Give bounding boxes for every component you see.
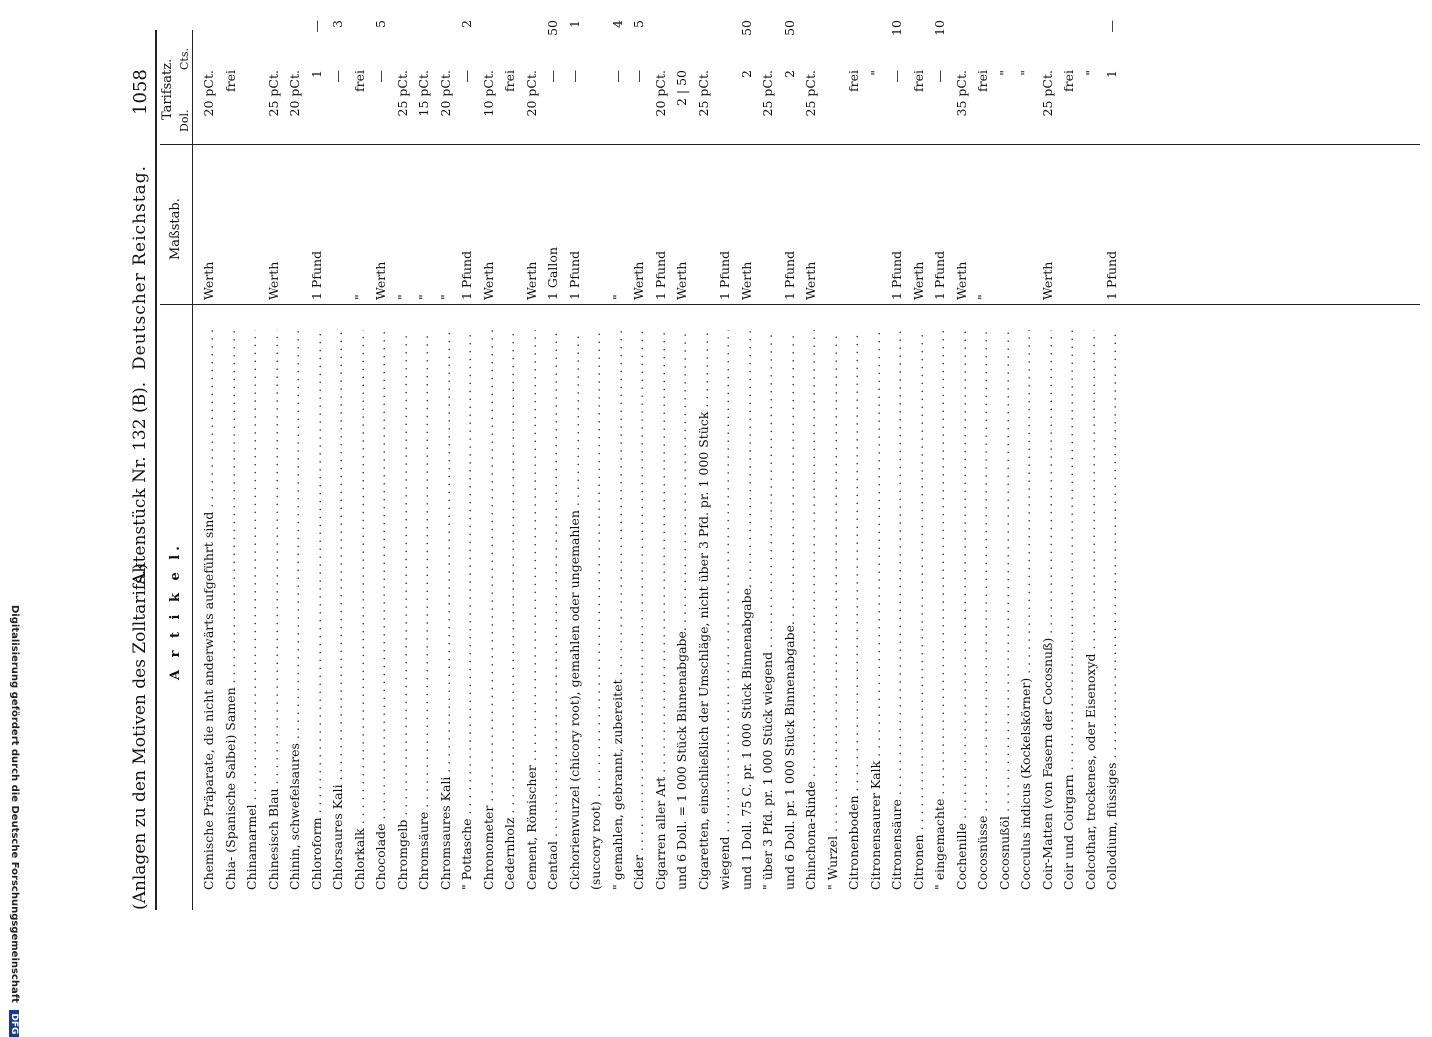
table-row (931, 10, 948, 890)
row-dol: frei (502, 70, 517, 92)
row-dol: 25 pCt. (695, 70, 711, 117)
row-artikel: Chocolade . . . (372, 330, 389, 890)
row-artikel: und 6 Doll. = 1 000 Stück Binnenabgabe. . . . (673, 330, 690, 890)
row-artikel: Chinchona-Rinde . . . (802, 330, 819, 890)
row-artikel: Cocculus indicus (Kockelskörner) . . . (1017, 330, 1034, 890)
row-artikel: Cichorienwurzel (chicory root), gemahlen oder ungemahlen . . . (566, 330, 583, 890)
row-artikel: Chinin, schwefelsaures . . . (286, 330, 303, 890)
row-masstab: Werth (201, 261, 216, 300)
table-row (652, 10, 669, 890)
row-dol: — (373, 70, 388, 83)
row-artikel: Citronensaurer Kalk . . . (867, 330, 884, 890)
row-dol: 25 pCt. (803, 70, 818, 117)
row-artikel: Centaol . . . (544, 330, 561, 890)
table-row (200, 10, 217, 890)
column-header-artikel: A r t i k e l. (168, 542, 183, 680)
row-masstab: 1 Pfund (308, 250, 324, 300)
row-dol: — (889, 70, 904, 83)
table-row (953, 10, 970, 890)
row-artikel: und 1 Doll. 75 C. pr. 1 000 Stück Binnenabgabe. . . . (738, 330, 755, 890)
table-row (673, 10, 690, 890)
table-row (996, 10, 1013, 890)
row-masstab: 1 Pfund (932, 250, 947, 300)
header-title: Deutscher Reichstag. (130, 165, 150, 370)
table-row (480, 10, 497, 890)
row-artikel: Colcothar, trockenes, oder Eisenoxyd . . . (1082, 330, 1099, 890)
row-dol: 25 pCt. (265, 70, 281, 117)
row-dol: — (330, 70, 345, 83)
row-masstab: 1 Pfund (652, 250, 668, 300)
row-dol: — (609, 70, 625, 83)
row-masstab: " (609, 294, 625, 300)
table-row (415, 10, 432, 890)
row-artikel: " Pottasche . . . (458, 330, 475, 890)
row-dol: — (566, 70, 582, 83)
table-row (738, 10, 755, 890)
row-artikel: Chronometer . . . (480, 330, 497, 890)
row-masstab: 1 Pfund (717, 250, 732, 300)
column-header-tarifsatz: Tarifsatz. (160, 58, 175, 120)
table-row (1060, 10, 1077, 890)
table-row (845, 10, 862, 890)
row-artikel: Chromsäure . . . (415, 330, 432, 890)
table-row (501, 10, 518, 890)
table-row (437, 10, 454, 890)
row-artikel: Cochenille . . . (953, 330, 970, 890)
digitization-credit (9, 605, 20, 1037)
row-dol: 20 pCt. (523, 70, 539, 117)
row-cts: 10 (889, 20, 904, 36)
row-artikel: " gemahlen, gebrannt, zubereitet . . . (609, 330, 626, 890)
row-artikel: und 6 Doll. pr. 1 000 Stück Binnenabgabe. . . . (781, 330, 798, 890)
row-dol: 25 pCt. (394, 70, 410, 117)
row-artikel: Citronensäure . . . (888, 330, 905, 890)
table-row (329, 10, 346, 890)
table-row (222, 10, 239, 890)
row-masstab: " (437, 294, 453, 300)
row-dol: frei (222, 70, 238, 92)
header-anlagen: (Anlagen zu den Motiven des Zolltarifs.) (130, 563, 150, 910)
table-row (974, 10, 991, 890)
credit-text: Digitalisierung gefördert durch die Deutsche Forschungsgemeinschaft (9, 605, 20, 1003)
table-row (802, 10, 819, 890)
row-cts: 50 (738, 20, 754, 36)
row-artikel: Chinamarmel . . . (243, 330, 260, 890)
column-header-dol: Dol. (178, 109, 191, 132)
row-artikel: Cedernholz . . . (501, 330, 518, 890)
table-row (1082, 10, 1099, 890)
row-artikel: Chromgelb . . . (394, 330, 411, 890)
table-row (824, 10, 841, 890)
row-cts: 50 (545, 20, 560, 36)
row-dol: " (1082, 70, 1098, 76)
row-artikel: Cocosnußöl . . . (996, 330, 1013, 890)
row-cts: 50 (781, 20, 797, 36)
header-aktenstueck: Aktenstück Nr. 132 (B). (130, 381, 150, 585)
row-dol: 2 (781, 70, 797, 78)
row-artikel: " eingemachte . . . (931, 330, 948, 890)
row-artikel: wiegend . . . (716, 330, 733, 890)
row-cts: 5 (373, 20, 388, 28)
row-artikel: " Wurzel . . . (824, 330, 841, 890)
row-masstab: Werth (631, 261, 646, 300)
row-masstab: " (394, 294, 410, 300)
row-artikel: Coir-Matten (von Fasern der Cocosnuß) . . . (1039, 330, 1056, 890)
row-dol: frei (351, 70, 367, 92)
row-masstab: Werth (480, 261, 496, 300)
row-dol: " (867, 70, 883, 76)
row-masstab: Werth (803, 261, 818, 300)
row-artikel: Cocosnüsse . . . (974, 330, 991, 890)
row-dol: 20 pCt. (652, 70, 668, 117)
table-row (910, 10, 927, 890)
table-row (566, 10, 583, 890)
row-dol: 1 (308, 70, 324, 78)
row-dol: 25 pCt. (1039, 70, 1055, 117)
row-artikel: Citronenboden . . . (845, 330, 862, 890)
table-row (372, 10, 389, 890)
table-row (458, 10, 475, 890)
column-header-cts: Cts. (178, 48, 191, 70)
row-cts: 4 (609, 20, 625, 28)
row-artikel: Coir und Coirgarn . . . (1060, 330, 1077, 890)
row-masstab: 1 Pfund (889, 250, 904, 300)
row-dol: " (996, 70, 1012, 76)
row-artikel: Chlorsaures Kali . . . (329, 330, 346, 890)
row-artikel: Chinesisch Blau . . . (265, 330, 282, 890)
row-artikel: Collodium, flüssiges . . . (1103, 330, 1120, 890)
row-artikel: Chia- (Spanische Salbei) Samen . . . (222, 330, 239, 890)
row-artikel: " über 3 Pfd. pr. 1 000 Stück wiegend . . . (759, 330, 776, 890)
row-masstab: Werth (373, 261, 388, 300)
row-dol: 1 (1104, 70, 1119, 78)
row-cts: 3 (330, 20, 345, 28)
row-artikel: Citronen . . . (910, 330, 927, 890)
row-masstab: 1 Pfund (1104, 250, 1119, 300)
row-dol: 10 pCt. (480, 70, 496, 117)
row-masstab: Werth (1039, 261, 1055, 300)
row-cts: 2 (459, 20, 474, 28)
table-row (781, 10, 798, 890)
row-dol: — (545, 70, 560, 83)
table-row (308, 10, 325, 890)
table-row (888, 10, 905, 890)
row-dol: 25 pCt. (760, 70, 775, 117)
row-dol: — (631, 70, 646, 83)
table-row (609, 10, 626, 890)
row-dol: 20 pCt. (437, 70, 453, 117)
row-dol: 20 pCt. (287, 70, 302, 117)
row-dol: — (932, 70, 947, 83)
table-row (695, 10, 712, 890)
header-rule (155, 30, 157, 910)
table-row (1017, 10, 1034, 890)
table-row (1103, 10, 1120, 890)
row-dol: frei (975, 70, 990, 92)
table-row (587, 10, 604, 890)
row-masstab: " (416, 294, 431, 300)
row-masstab: Werth (523, 261, 539, 300)
row-masstab: Werth (953, 261, 969, 300)
row-masstab: " (975, 294, 990, 300)
row-artikel: Cigaretten, einschließlich der Umschläge, nicht über 3 Pfd. pr. 1 000 Stück . . . (695, 330, 712, 890)
table-row (1039, 10, 1056, 890)
table-row (523, 10, 540, 890)
row-artikel: Chlorkalk . . . (351, 330, 368, 890)
row-masstab: 1 Pfund (566, 250, 582, 300)
row-artikel: Chemische Präparate, die nicht anderwärts aufgeführt sind . . . (200, 330, 217, 890)
column-header-rule (192, 30, 193, 910)
row-dol: frei (846, 70, 861, 92)
row-artikel: (succory root) . . . (587, 330, 604, 890)
row-cts: 1 (566, 20, 582, 28)
page-number: 1058 (130, 69, 151, 115)
row-masstab: 1 Pfund (459, 250, 474, 300)
row-dol: 2 | 50 (674, 70, 689, 107)
row-masstab: 1 Pfund (781, 250, 797, 300)
column-header-masstab: Maßstab. (168, 198, 183, 260)
row-masstab: " (351, 294, 367, 300)
table-row (544, 10, 561, 890)
table-row (759, 10, 776, 890)
row-dol: 35 pCt. (953, 70, 969, 117)
row-masstab: Werth (738, 261, 754, 300)
table-row (351, 10, 368, 890)
row-dol: frei (910, 70, 926, 92)
table-row (243, 10, 260, 890)
row-cts: — (308, 20, 324, 33)
table-row (286, 10, 303, 890)
row-artikel: Cigarren aller Art . . . (652, 330, 669, 890)
row-artikel: Chloroform . . . (308, 330, 325, 890)
row-artikel: Cider . . . (630, 330, 647, 890)
row-artikel: Cement, Römischer . . . (523, 330, 540, 890)
row-masstab: Werth (674, 261, 689, 300)
table-row (867, 10, 884, 890)
row-dol: — (459, 70, 474, 83)
row-cts: 10 (932, 20, 947, 36)
table-row (630, 10, 647, 890)
row-dol: 2 (738, 70, 754, 78)
row-cts: 5 (631, 20, 646, 28)
table-row (265, 10, 282, 890)
table-row (716, 10, 733, 890)
page-header (0, 0, 160, 1000)
row-dol: 15 pCt. (416, 70, 431, 117)
table-row (394, 10, 411, 890)
row-artikel: Chromsaures Kali . . . (437, 330, 454, 890)
dfg-logo: DFG (9, 1010, 19, 1037)
row-masstab: Werth (910, 261, 926, 300)
row-dol: " (1018, 70, 1033, 76)
row-dol: 20 pCt. (201, 70, 216, 117)
row-dol: frei (1061, 70, 1076, 92)
row-cts: — (1104, 20, 1119, 33)
row-masstab: Werth (265, 261, 281, 300)
row-masstab: 1 Gallon (545, 247, 560, 300)
